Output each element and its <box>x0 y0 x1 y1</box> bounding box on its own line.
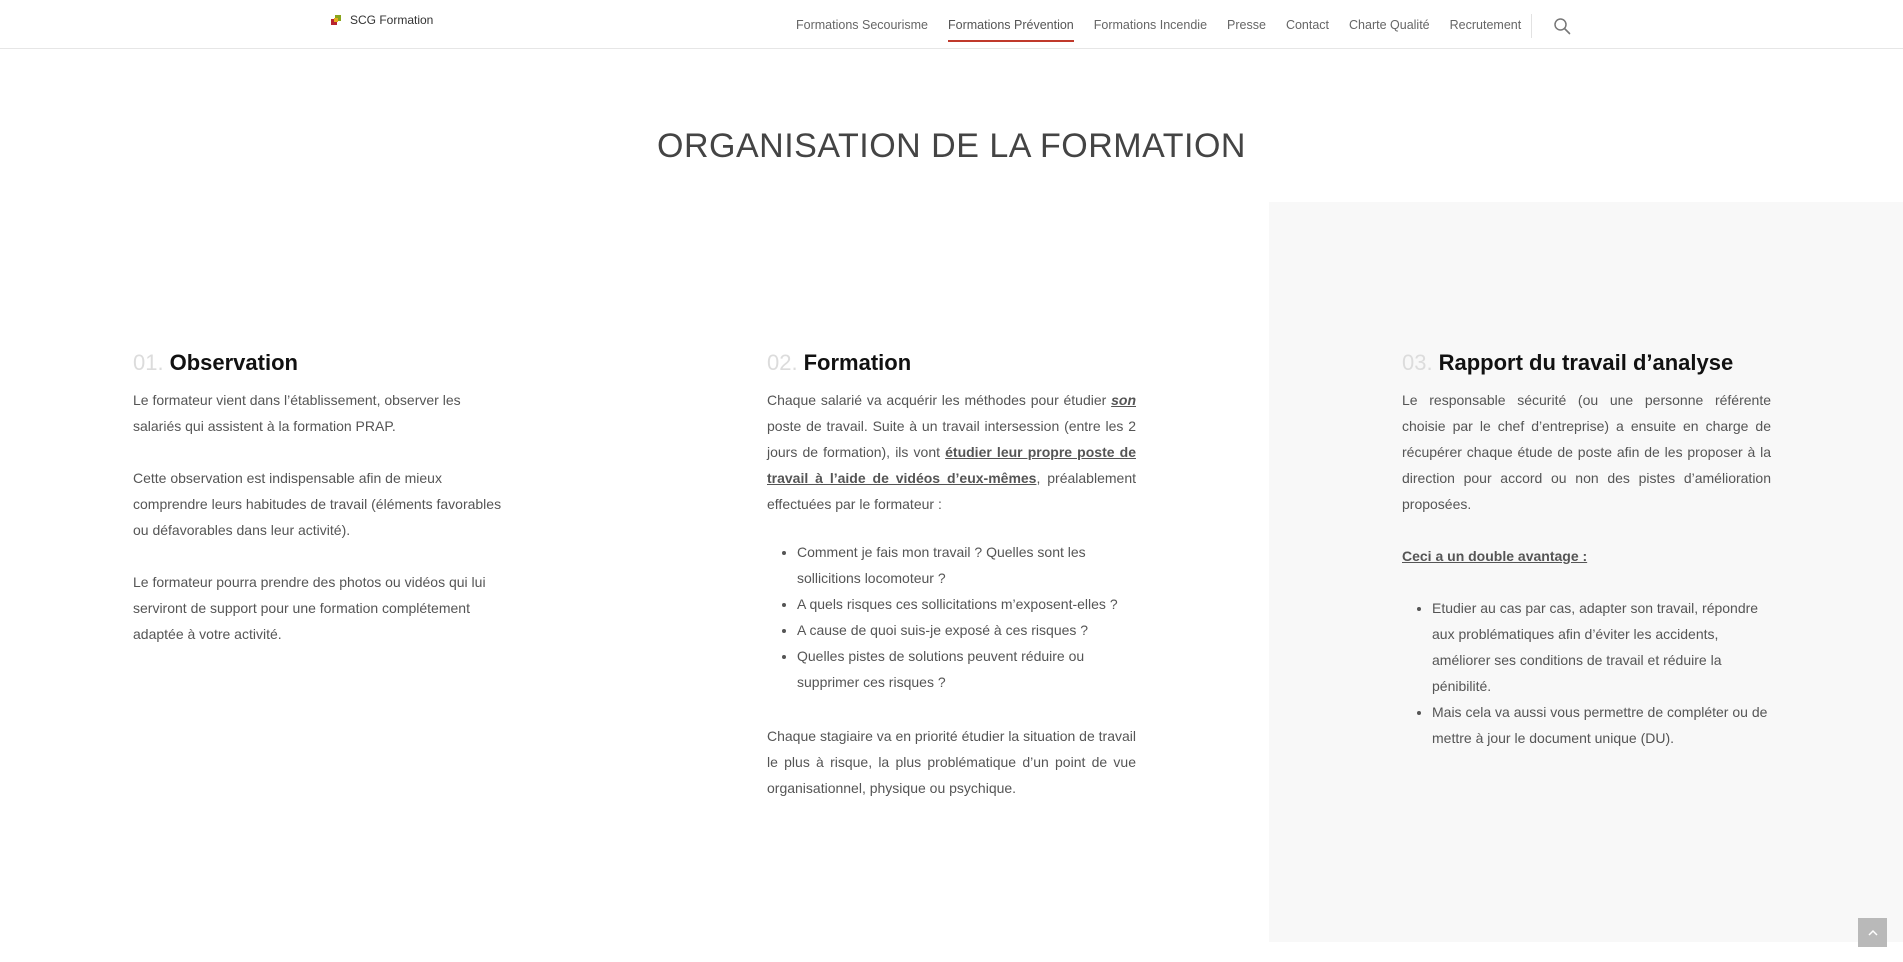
advantage-subheading <box>1402 543 1771 569</box>
step-number: 02. <box>767 350 798 375</box>
step-title: Formation <box>803 350 912 375</box>
step-heading <box>1402 349 1771 377</box>
nav-formations-secourisme[interactable]: Formations Secourisme <box>796 18 928 32</box>
site-header <box>0 0 1903 49</box>
brand-logo[interactable] <box>331 13 433 27</box>
list-item: • A cause de quoi suis-je exposé à ces risques ? <box>797 617 1136 643</box>
step-paragraph: Le responsable sécurité (ou une personne référente choisie par le chef d’entreprise) a ensuite en charge de récupérer chaque étude de poste afin de les proposer à la direction pour accord ou non des pistes d’amélioration proposées. <box>1402 392 1771 512</box>
step-observation <box>133 349 502 673</box>
step-title: Rapport du travail d’analyse <box>1438 350 1734 375</box>
intro-text: Chaque salarié va acquérir les méthodes pour étudier <box>767 392 1112 408</box>
nav-divider <box>1531 14 1532 38</box>
question-list <box>767 539 1136 695</box>
list-item: • Mais cela va aussi vous permettre de compléter ou de mettre à jour le document unique (DU). <box>1432 699 1771 751</box>
intro-text: poste de travail. Suite à un travail intersession (entre les 2 jours de formation), ils vont <box>767 418 1136 460</box>
nav-formations-incendie[interactable]: Formations Incendie <box>1093 18 1208 32</box>
intro-text: , préalablement effectuées par le formateur : <box>767 470 1136 512</box>
nav-contact[interactable]: Contact <box>1285 18 1330 32</box>
step-title: Observation <box>169 350 298 375</box>
section-title: ORGANISATION DE LA FORMATION <box>657 127 1246 165</box>
brand-name[interactable]: SCG Formation <box>350 13 434 27</box>
emphasis-son: son <box>1111 392 1136 408</box>
subheading-text: Ceci a un double avantage : <box>1402 548 1588 564</box>
logo-mark-icon <box>331 14 343 26</box>
nav-recrutement[interactable]: Recrutement <box>1449 18 1522 32</box>
nav-presse[interactable]: Presse <box>1227 18 1266 32</box>
list-item: • Comment je fais mon travail ? Quelles sont les sollicitions locomoteur ? <box>797 539 1136 591</box>
advantage-list <box>1402 595 1771 751</box>
step-heading <box>767 349 1136 377</box>
nav-charte-qualite[interactable]: Charte Qualité <box>1349 18 1430 32</box>
scroll-to-top-button[interactable] <box>1858 918 1887 947</box>
step-rapport <box>1402 349 1771 779</box>
nav-formations-prevention[interactable]: Formations Prévention <box>948 0 1074 48</box>
step-number: 03. <box>1402 350 1433 375</box>
step-intro-paragraph <box>767 387 1136 517</box>
chevron-up-icon <box>1868 929 1878 936</box>
step-paragraph: Le formateur vient dans l’établissement, observer les salariés qui assistent à la formation PRAP. <box>133 392 461 434</box>
list-item: • Quelles pistes de solutions peuvent réduire ou supprimer ces risques ? <box>797 643 1136 695</box>
emphasis-videos: étudier leur propre poste de travail à l’aide de vidéos d’eux-mêmes <box>767 444 1136 486</box>
list-item: • Etudier au cas par cas, adapter son travail, répondre aux problématiques afin d’éviter les accidents, améliorer ses conditions de travail et réduire la pénibilité. <box>1432 595 1771 699</box>
step-number: 01. <box>133 350 164 375</box>
main-nav <box>796 0 1541 48</box>
list-item: • A quels risques ces sollicitations m’exposent-elles ? <box>797 591 1136 617</box>
step-paragraph: Chaque stagiaire va en priorité étudier la situation de travail le plus à risque, la plus problématique d’un point de vue organisationnel, physique ou psychique. <box>767 728 1136 796</box>
step-formation <box>767 349 1136 827</box>
step-heading <box>133 349 502 377</box>
search-icon[interactable] <box>1553 17 1571 35</box>
step-paragraph: Cette observation est indispensable afin de mieux comprendre leurs habitudes de travail (éléments favorables ou défavorables dans leur activité). <box>133 470 502 538</box>
step-paragraph: Le formateur pourra prendre des photos ou vidéos qui lui serviront de support pour une formation complétement adaptée à votre activité. <box>133 574 486 642</box>
